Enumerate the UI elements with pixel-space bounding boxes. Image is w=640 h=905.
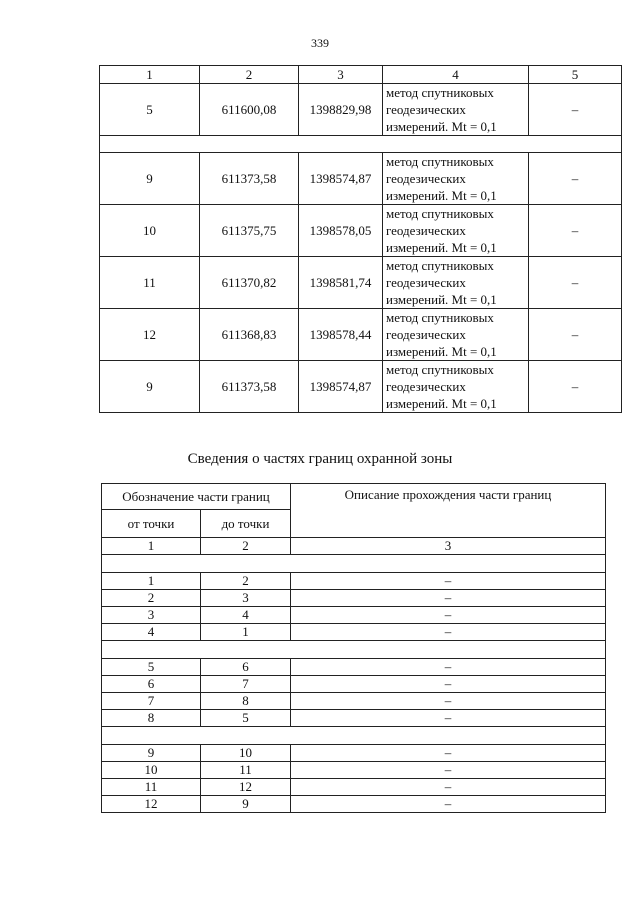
description-cell: – [291, 779, 606, 796]
column5-cell: – [529, 257, 622, 309]
page-number: 339 [311, 36, 329, 50]
description-cell: – [291, 607, 606, 624]
method-cell: метод спутниковых геодезических измерений. Mt = 0,1 [383, 153, 529, 205]
from-point-cell: 8 [102, 710, 201, 727]
x-coordinate-cell: 611373,58 [200, 361, 299, 413]
description-cell: – [291, 745, 606, 762]
table-row [102, 710, 606, 727]
to-point-cell: 4 [201, 607, 291, 624]
y-coordinate-cell: 1398578,44 [299, 309, 383, 361]
table-row [100, 205, 622, 257]
table-row [102, 676, 606, 693]
to-point-cell: 10 [201, 745, 291, 762]
to-point-cell: 6 [201, 659, 291, 676]
description-header: Описание прохождения части границ [291, 484, 606, 538]
from-point-cell: 4 [102, 624, 201, 641]
to-point-cell: 3 [201, 590, 291, 607]
to-point-cell: 1 [201, 624, 291, 641]
column-number-cell: 3 [291, 538, 606, 555]
y-coordinate-cell: 1398574,87 [299, 361, 383, 413]
coordinates-table [99, 65, 622, 413]
table-row [102, 779, 606, 796]
method-cell: метод спутниковых геодезических измерений. Mt = 0,1 [383, 84, 529, 136]
method-cell: метод спутниковых геодезических измерений. Mt = 0,1 [383, 257, 529, 309]
description-cell: – [291, 590, 606, 607]
x-coordinate-cell: 611370,82 [200, 257, 299, 309]
table-row [100, 309, 622, 361]
column5-cell: – [529, 84, 622, 136]
from-point-cell: 10 [102, 762, 201, 779]
to-point-cell: 7 [201, 676, 291, 693]
group-separator-row [102, 555, 606, 573]
from-point-cell: 3 [102, 607, 201, 624]
y-coordinate-cell: 1398578,05 [299, 205, 383, 257]
column-number-row [102, 538, 606, 555]
table-row [102, 796, 606, 813]
column-number-cell: 3 [299, 66, 383, 84]
point-number-cell: 12 [100, 309, 200, 361]
table-row [100, 84, 622, 136]
separator-cell [102, 555, 606, 573]
table-row [102, 624, 606, 641]
description-cell: – [291, 762, 606, 779]
to-point-cell: 8 [201, 693, 291, 710]
from-point-cell: 7 [102, 693, 201, 710]
separator-cell [102, 727, 606, 745]
from-point-header: от точки [102, 510, 201, 538]
y-coordinate-cell: 1398574,87 [299, 153, 383, 205]
section-title: Сведения о частях границ охранной зоны [187, 451, 453, 467]
description-cell: – [291, 693, 606, 710]
from-point-cell: 1 [102, 573, 201, 590]
x-coordinate-cell: 611373,58 [200, 153, 299, 205]
group-separator-row [102, 641, 606, 659]
column-number-cell: 2 [200, 66, 299, 84]
table-row [100, 361, 622, 413]
to-point-cell: 12 [201, 779, 291, 796]
table-row [102, 590, 606, 607]
from-point-cell: 2 [102, 590, 201, 607]
point-number-cell: 9 [100, 153, 200, 205]
description-cell: – [291, 624, 606, 641]
description-cell: – [291, 676, 606, 693]
from-point-cell: 5 [102, 659, 201, 676]
column5-cell: – [529, 361, 622, 413]
to-point-cell: 9 [201, 796, 291, 813]
table-row [100, 153, 622, 205]
from-point-cell: 11 [102, 779, 201, 796]
table-row [102, 607, 606, 624]
to-point-cell: 5 [201, 710, 291, 727]
table-row [102, 573, 606, 590]
column-number-cell: 1 [100, 66, 200, 84]
designation-header: Обозначение части границ [102, 484, 291, 510]
description-cell: – [291, 796, 606, 813]
point-number-cell: 9 [100, 361, 200, 413]
description-cell: – [291, 659, 606, 676]
separator-cell [100, 136, 622, 153]
group-separator-row [100, 136, 622, 153]
table-row [102, 659, 606, 676]
x-coordinate-cell: 611375,75 [200, 205, 299, 257]
description-cell: – [291, 573, 606, 590]
table-row [102, 693, 606, 710]
boundary-parts-table [101, 483, 606, 813]
table-row [100, 257, 622, 309]
column-number-cell: 1 [102, 538, 201, 555]
method-cell: метод спутниковых геодезических измерений. Mt = 0,1 [383, 205, 529, 257]
to-point-header: до точки [201, 510, 291, 538]
from-point-cell: 9 [102, 745, 201, 762]
column-number-cell: 2 [201, 538, 291, 555]
to-point-cell: 2 [201, 573, 291, 590]
column-number-row [100, 66, 622, 84]
group-separator-row [102, 727, 606, 745]
point-number-cell: 5 [100, 84, 200, 136]
x-coordinate-cell: 611368,83 [200, 309, 299, 361]
table-row [102, 762, 606, 779]
to-point-cell: 11 [201, 762, 291, 779]
x-coordinate-cell: 611600,08 [200, 84, 299, 136]
point-number-cell: 10 [100, 205, 200, 257]
column5-cell: – [529, 309, 622, 361]
method-cell: метод спутниковых геодезических измерений. Mt = 0,1 [383, 309, 529, 361]
from-point-cell: 6 [102, 676, 201, 693]
column5-cell: – [529, 153, 622, 205]
column5-cell: – [529, 205, 622, 257]
column-number-cell: 5 [529, 66, 622, 84]
column-number-cell: 4 [383, 66, 529, 84]
from-point-cell: 12 [102, 796, 201, 813]
separator-cell [102, 641, 606, 659]
y-coordinate-cell: 1398581,74 [299, 257, 383, 309]
y-coordinate-cell: 1398829,98 [299, 84, 383, 136]
point-number-cell: 11 [100, 257, 200, 309]
description-cell: – [291, 710, 606, 727]
table-row [102, 745, 606, 762]
method-cell: метод спутниковых геодезических измерений. Mt = 0,1 [383, 361, 529, 413]
